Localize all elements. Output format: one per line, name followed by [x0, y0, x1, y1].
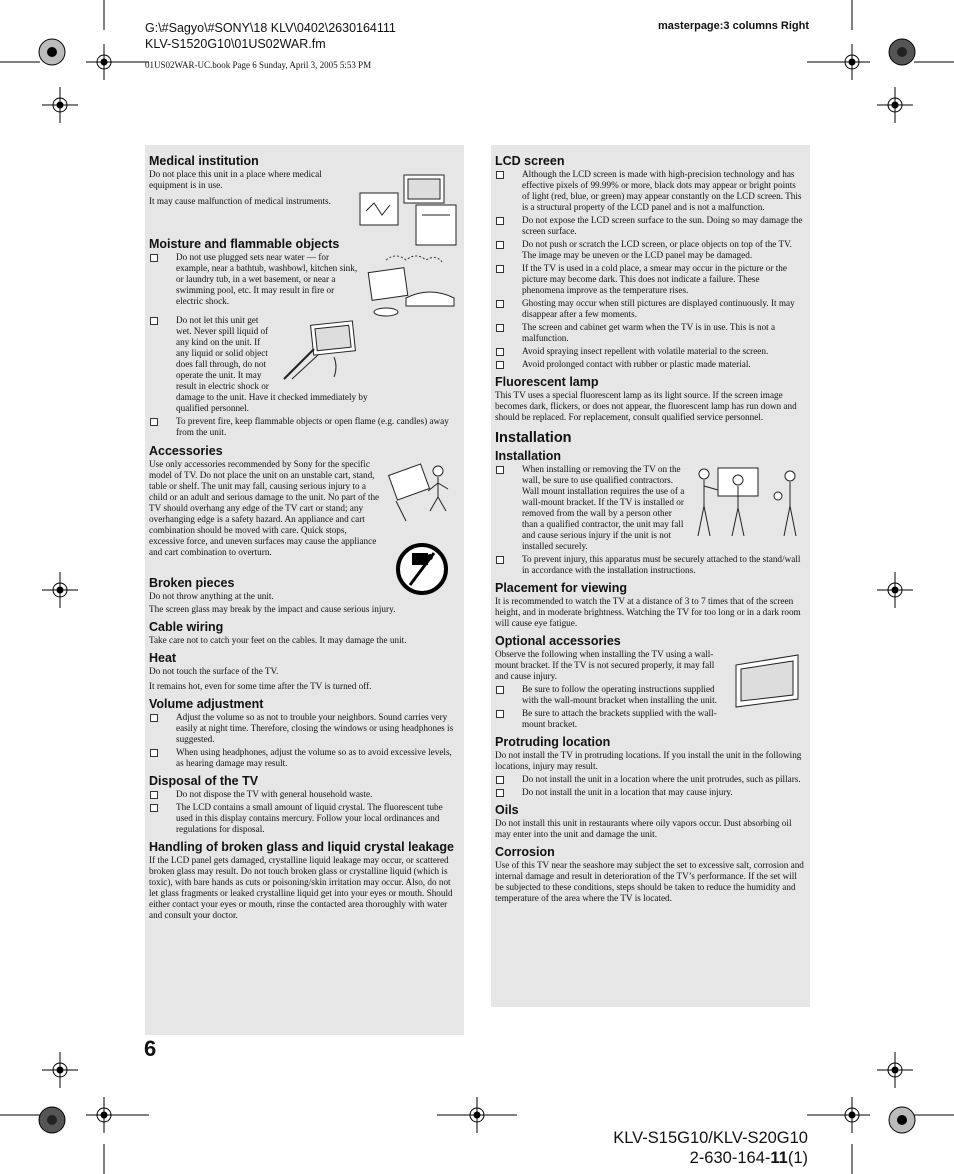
optional-title: Optional accessories: [495, 634, 621, 648]
lcd-title: LCD screen: [495, 154, 565, 168]
moisture-title: Moisture and flammable objects: [149, 237, 340, 251]
medical-p1: Do not place this unit in a place where medical equipment is in use.: [149, 169, 322, 190]
part-code-prefix: 2-630-164-: [689, 1149, 771, 1167]
file-path-line2: KLV-S1520G10\01US02WAR.fm: [145, 37, 326, 51]
moisture-item-3: To prevent fire, keep flammable objects or open flame (e.g. candles) away from the unit.: [149, 416, 458, 438]
oils-title: Oils: [495, 803, 519, 817]
volume-item-1: Adjust the volume so as not to trouble your neighbors. Sound carries very easily at night time. Therefore, closing the windows or using headphones is suggested.: [149, 712, 458, 745]
placement-p1: It is recommended to watch the TV at a distance of 3 to 7 times that of the screen height, and in moderate brightness. Watching the TV for too long or in a dark room will cause eye fatigue.: [495, 596, 801, 628]
optional-p1: Observe the following when installing the TV using a wall-mount bracket. If the TV is not secured properly, it may fall and cause injury.: [495, 649, 715, 681]
medical-p2: It may cause malfunction of medical instruments.: [149, 196, 331, 206]
moisture-item-1: Do not use plugged sets near water — for example, near a bathtub, washbowl, kitchen sink, or laundry tub, in a wet basement, or near a swimming pool, etc. It may result in fire or electric shock.: [149, 252, 358, 307]
page-number: 6: [144, 1036, 157, 1061]
disposal-item-1: Do not dispose the TV with general household waste.: [149, 789, 458, 800]
part-code-bold: 11: [770, 1149, 788, 1167]
lcd-item-6: The screen and cabinet get warm when the TV is in use. This is not a malfunction.: [495, 322, 804, 344]
fluorescent-title: Fluorescent lamp: [495, 375, 599, 389]
volume-title: Volume adjustment: [149, 697, 264, 711]
disposal-item-2: The LCD contains a small amount of liquid crystal. The fluorescent tube used in this display contains mercury. Follow your local ordinances and regulations for disposal.: [149, 802, 458, 835]
masterpage-label: masterpage:3 columns Right: [658, 20, 809, 32]
installation-item-2: To prevent injury, this apparatus must be securely attached to the stand/wall in accordance with the installation instructions.: [495, 554, 804, 576]
glass-p1: If the LCD panel gets damaged, crystalline liquid leakage may occur, or scattered broken glass may result. Do not touch broken glass or crystalline liquid (which is toxic), with bare hands as cuts or poisoning/skin irritation may occur. Also, do not let glass fragments or leaked crystalline liquid get into your eyes or mouth. Should either contact your eyes or mouth, rinse the contacted area thoroughly with water and consult your doctor.: [149, 855, 453, 920]
accessories-title: Accessories: [149, 444, 223, 458]
model-line: KLV-S15G10/KLV-S20G10: [613, 1129, 808, 1147]
medical-illustration: [358, 171, 458, 249]
protruding-p1: Do not install the TV in protruding locations. If you install the unit in the following locations, injury may result.: [495, 750, 802, 771]
heat-title: Heat: [149, 651, 177, 665]
fluorescent-p1: This TV uses a special fluorescent lamp as its light source. If the screen image becomes dark, flickers, or does not appear, the fluorescent lamp has run down and should be replaced. For replacement, consult qualified service personnel.: [495, 390, 797, 422]
medical-title: Medical institution: [149, 154, 259, 168]
installation-title: Installation: [495, 449, 561, 463]
corrosion-title: Corrosion: [495, 845, 555, 859]
placement-title: Placement for viewing: [495, 581, 627, 595]
heat-p1: Do not touch the surface of the TV.: [149, 666, 279, 676]
lcd-item-1: Although the LCD screen is made with high-precision technology and has effective pixels of 99.99% or more, black dots may appear or bright points of light (red, blue, or green) may appear constantly on the LCD screen. This is a structural property of the LCD panel and is not a malfunction.: [495, 169, 804, 213]
lcd-item-3: Do not push or scratch the LCD screen, or place objects on top of the TV. The image may be uneven or the LCD panel may be damaged.: [495, 239, 804, 261]
protruding-item-1: Do not install the unit in a location where the unit protrudes, such as pillars.: [495, 774, 804, 785]
lcd-item-8: Avoid prolonged contact with rubber or plastic made material.: [495, 359, 804, 370]
oils-p1: Do not install this unit in restaurants where oily vapors occur. Dust absorbing oil may enter into the unit and damage the unit.: [495, 818, 792, 839]
lcd-item-7: Avoid spraying insect repellent with volatile material to the screen.: [495, 346, 804, 357]
lcd-item-5: Ghosting may occur when still pictures are displayed continuously. It may disappear after a few moments.: [495, 298, 804, 320]
right-column: [491, 145, 810, 1007]
accessories-p1: Use only accessories recommended by Sony for the specific model of TV. Do not place the unit on an unstable cart, stand, table or shelf. The unit may fall, causing serious injury to a child or an adult and serious damage to the unit. No part of the TV should overhang any edge of the TV cart or stand; any overhanging edge is a safety hazard. An appliance and cart combination should be moved with care. Quick stops, excessive force, and uneven surfaces may cause the appliance and cart combination to overturn.: [149, 459, 380, 557]
broken-title: Broken pieces: [149, 576, 235, 590]
cable-p1: Take care not to catch your feet on the cables. It may damage the unit.: [149, 635, 407, 645]
heat-p2: It remains hot, even for some time after the TV is turned off.: [149, 681, 372, 691]
file-path: [145, 20, 396, 52]
bathtub-illustration: [366, 254, 458, 318]
optional-item-2: Be sure to attach the brackets supplied with the wall-mount bracket.: [495, 708, 804, 730]
cart-tipping-illustration: [386, 461, 458, 597]
installation-heading: Installation: [495, 430, 572, 446]
disposal-title: Disposal of the TV: [149, 774, 259, 788]
volume-item-2: When using headphones, adjust the volume so as to avoid excessive levels, as hearing damage may result.: [149, 747, 458, 769]
part-code-suffix: (1): [787, 1149, 808, 1167]
moisture-item-2: Do not let this unit get wet. Never spill liquid of any kind on the unit. If any liquid or solid object does fall through, do not operate the unit. It may result in electric shock or damage to the unit. Have it checked immediately by qualified personnel.: [149, 315, 376, 414]
optional-item-1: Be sure to follow the operating instructions supplied with the wall-mount bracket when installing the unit.: [495, 684, 804, 706]
lcd-item-2: Do not expose the LCD screen surface to the sun. Doing so may damage the screen surface.: [495, 215, 804, 237]
protruding-title: Protruding location: [495, 735, 611, 749]
installation-item-1: When installing or removing the TV on the wall, be sure to use qualified contractors. Wall mount installation requires the use of a wall-mount bracket. If the TV is installed or removed from the wall by a person other than a qualified contractor, the unit may fall and cause serious injury if the unit is not installed securely.: [495, 464, 804, 552]
broken-p1: Do not throw anything at the unit.: [149, 591, 274, 601]
corrosion-p1: Use of this TV near the seashore may subject the set to excessive salt, corrosion and internal damage and result in deterioration of the TV’s performance. If the set will be subjected to these conditions, steps should be taken to reduce the humidity and temperature of the area where the TV is located.: [495, 860, 804, 903]
left-column: [145, 145, 464, 1035]
protruding-item-2: Do not install the unit in a location that may cause injury.: [495, 787, 804, 798]
model-info: [613, 1128, 808, 1168]
part-code: [613, 1148, 808, 1168]
cable-title: Cable wiring: [149, 620, 224, 634]
lcd-item-4: If the TV is used in a cold place, a smear may occur in the picture or the picture may become dark. This does not indicate a failure. These phenomena improve as the temperature rises.: [495, 263, 804, 296]
broken-p2: The screen glass may break by the impact and cause serious injury.: [149, 604, 396, 614]
glass-title: Handling of broken glass and liquid crystal leakage: [149, 840, 454, 854]
file-path-line1: G:\#Sagyo\#SONY\18 KLV\0402\2630164111: [145, 21, 396, 35]
book-info: 01US02WAR-UC.book Page 6 Sunday, April 3, 2005 5:53 PM: [145, 60, 372, 70]
